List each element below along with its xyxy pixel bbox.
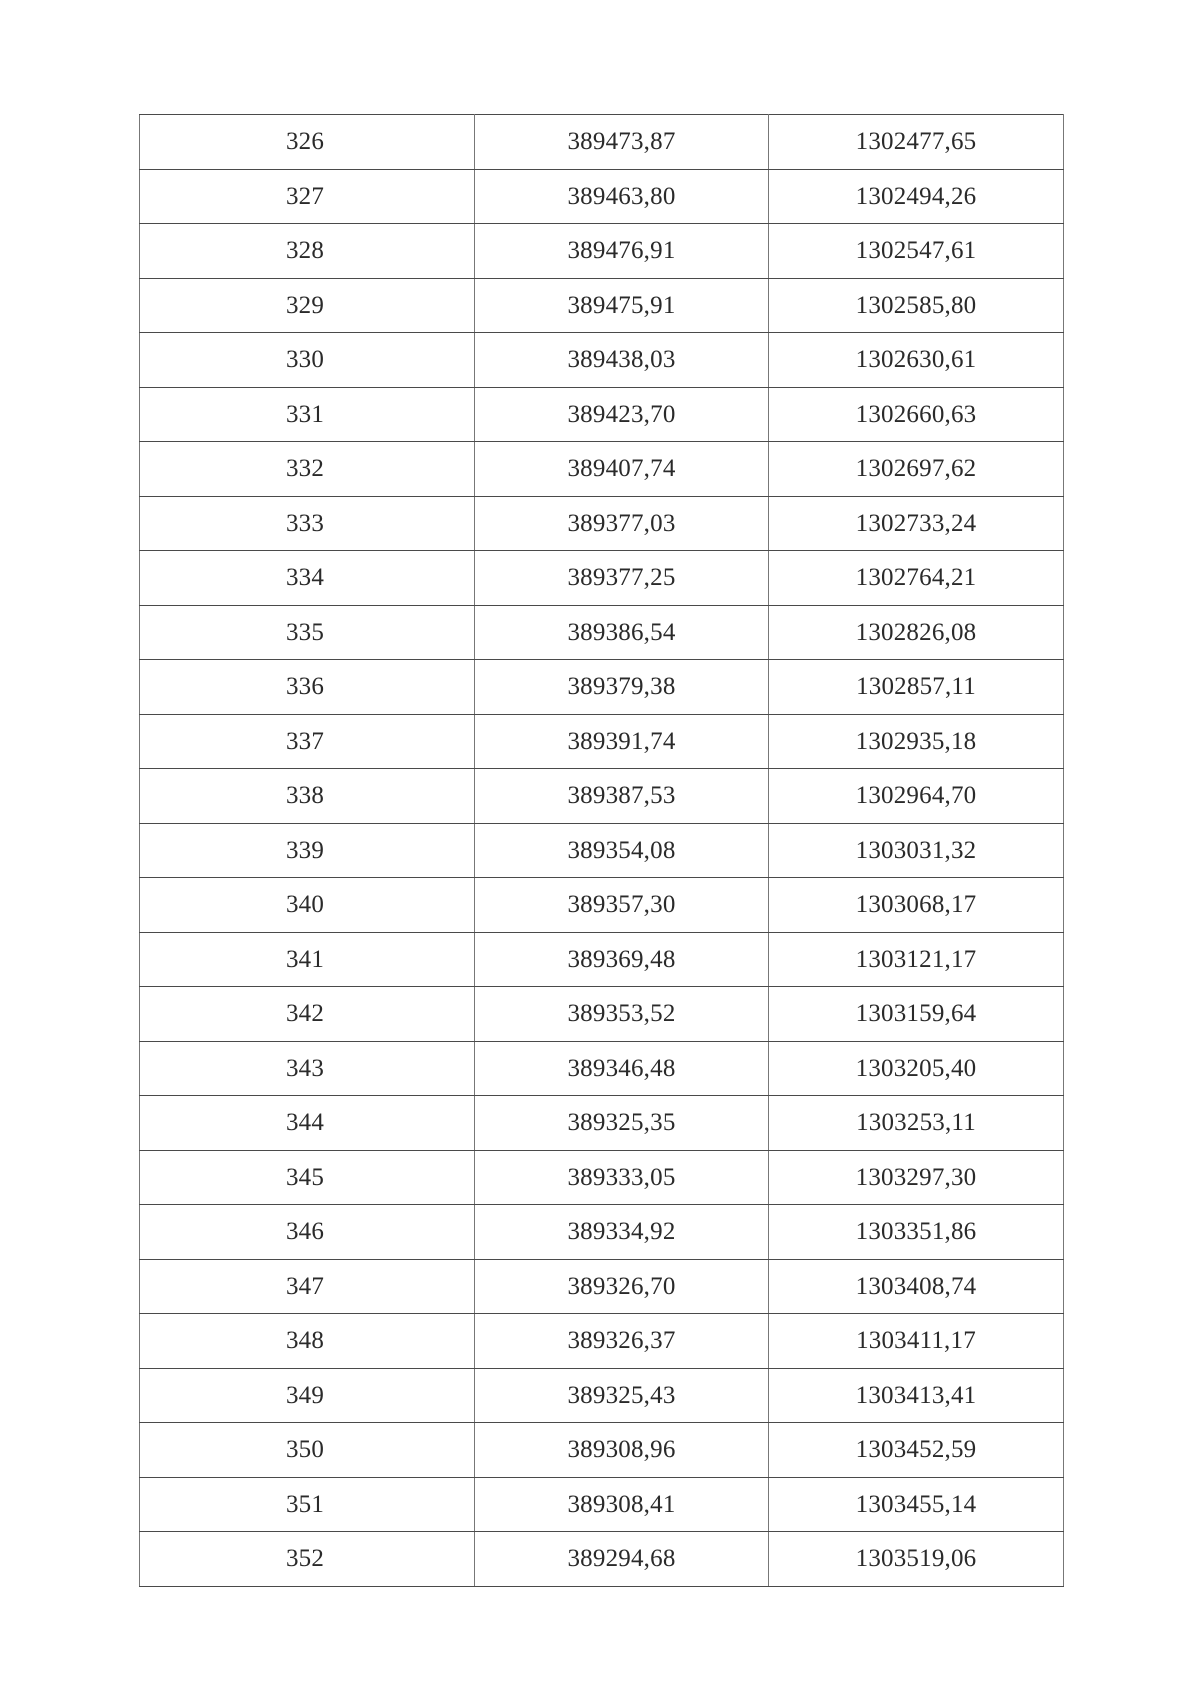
table-row bbox=[140, 1150, 1064, 1205]
table-row bbox=[140, 1259, 1064, 1314]
x-coordinate-cell: 389346,48 bbox=[475, 1041, 769, 1096]
x-coordinate-cell: 389463,80 bbox=[475, 169, 769, 224]
y-coordinate-cell: 1303452,59 bbox=[769, 1423, 1064, 1478]
point-number-cell: 327 bbox=[140, 169, 475, 224]
table-row bbox=[140, 442, 1064, 497]
table-row bbox=[140, 987, 1064, 1042]
x-coordinate-cell: 389326,70 bbox=[475, 1259, 769, 1314]
x-coordinate-cell: 389473,87 bbox=[475, 115, 769, 170]
x-coordinate-cell: 389476,91 bbox=[475, 224, 769, 279]
table-row bbox=[140, 660, 1064, 715]
y-coordinate-cell: 1302733,24 bbox=[769, 496, 1064, 551]
point-number-cell: 335 bbox=[140, 605, 475, 660]
y-coordinate-cell: 1302935,18 bbox=[769, 714, 1064, 769]
table-row bbox=[140, 714, 1064, 769]
coordinates-table bbox=[139, 114, 1064, 1587]
x-coordinate-cell: 389353,52 bbox=[475, 987, 769, 1042]
table-row bbox=[140, 387, 1064, 442]
table-row bbox=[140, 169, 1064, 224]
y-coordinate-cell: 1302826,08 bbox=[769, 605, 1064, 660]
x-coordinate-cell: 389325,43 bbox=[475, 1368, 769, 1423]
y-coordinate-cell: 1303411,17 bbox=[769, 1314, 1064, 1369]
x-coordinate-cell: 389377,25 bbox=[475, 551, 769, 606]
y-coordinate-cell: 1302547,61 bbox=[769, 224, 1064, 279]
table-row bbox=[140, 115, 1064, 170]
point-number-cell: 352 bbox=[140, 1532, 475, 1587]
x-coordinate-cell: 389387,53 bbox=[475, 769, 769, 824]
coordinates-table-body bbox=[140, 115, 1064, 1587]
point-number-cell: 349 bbox=[140, 1368, 475, 1423]
point-number-cell: 336 bbox=[140, 660, 475, 715]
table-row bbox=[140, 1205, 1064, 1260]
x-coordinate-cell: 389386,54 bbox=[475, 605, 769, 660]
y-coordinate-cell: 1303159,64 bbox=[769, 987, 1064, 1042]
x-coordinate-cell: 389438,03 bbox=[475, 333, 769, 388]
y-coordinate-cell: 1303031,32 bbox=[769, 823, 1064, 878]
y-coordinate-cell: 1302494,26 bbox=[769, 169, 1064, 224]
point-number-cell: 346 bbox=[140, 1205, 475, 1260]
point-number-cell: 350 bbox=[140, 1423, 475, 1478]
table-row bbox=[140, 333, 1064, 388]
table-row bbox=[140, 932, 1064, 987]
y-coordinate-cell: 1303205,40 bbox=[769, 1041, 1064, 1096]
y-coordinate-cell: 1302764,21 bbox=[769, 551, 1064, 606]
x-coordinate-cell: 389334,92 bbox=[475, 1205, 769, 1260]
x-coordinate-cell: 389379,38 bbox=[475, 660, 769, 715]
point-number-cell: 329 bbox=[140, 278, 475, 333]
y-coordinate-cell: 1303121,17 bbox=[769, 932, 1064, 987]
point-number-cell: 348 bbox=[140, 1314, 475, 1369]
x-coordinate-cell: 389369,48 bbox=[475, 932, 769, 987]
point-number-cell: 331 bbox=[140, 387, 475, 442]
y-coordinate-cell: 1302585,80 bbox=[769, 278, 1064, 333]
x-coordinate-cell: 389325,35 bbox=[475, 1096, 769, 1151]
x-coordinate-cell: 389333,05 bbox=[475, 1150, 769, 1205]
point-number-cell: 334 bbox=[140, 551, 475, 606]
y-coordinate-cell: 1303519,06 bbox=[769, 1532, 1064, 1587]
point-number-cell: 342 bbox=[140, 987, 475, 1042]
x-coordinate-cell: 389391,74 bbox=[475, 714, 769, 769]
table-row bbox=[140, 1532, 1064, 1587]
y-coordinate-cell: 1303455,14 bbox=[769, 1477, 1064, 1532]
point-number-cell: 347 bbox=[140, 1259, 475, 1314]
table-row bbox=[140, 1041, 1064, 1096]
point-number-cell: 326 bbox=[140, 115, 475, 170]
x-coordinate-cell: 389308,41 bbox=[475, 1477, 769, 1532]
x-coordinate-cell: 389423,70 bbox=[475, 387, 769, 442]
x-coordinate-cell: 389354,08 bbox=[475, 823, 769, 878]
table-row bbox=[140, 278, 1064, 333]
y-coordinate-cell: 1303413,41 bbox=[769, 1368, 1064, 1423]
point-number-cell: 344 bbox=[140, 1096, 475, 1151]
x-coordinate-cell: 389357,30 bbox=[475, 878, 769, 933]
point-number-cell: 339 bbox=[140, 823, 475, 878]
table-row bbox=[140, 1477, 1064, 1532]
table-row bbox=[140, 769, 1064, 824]
y-coordinate-cell: 1303297,30 bbox=[769, 1150, 1064, 1205]
table-row bbox=[140, 551, 1064, 606]
point-number-cell: 332 bbox=[140, 442, 475, 497]
y-coordinate-cell: 1302477,65 bbox=[769, 115, 1064, 170]
table-row bbox=[140, 1368, 1064, 1423]
x-coordinate-cell: 389475,91 bbox=[475, 278, 769, 333]
y-coordinate-cell: 1302964,70 bbox=[769, 769, 1064, 824]
point-number-cell: 343 bbox=[140, 1041, 475, 1096]
point-number-cell: 341 bbox=[140, 932, 475, 987]
point-number-cell: 337 bbox=[140, 714, 475, 769]
table-row bbox=[140, 878, 1064, 933]
x-coordinate-cell: 389407,74 bbox=[475, 442, 769, 497]
y-coordinate-cell: 1303068,17 bbox=[769, 878, 1064, 933]
table-row bbox=[140, 496, 1064, 551]
y-coordinate-cell: 1302660,63 bbox=[769, 387, 1064, 442]
point-number-cell: 345 bbox=[140, 1150, 475, 1205]
point-number-cell: 328 bbox=[140, 224, 475, 279]
table-row bbox=[140, 823, 1064, 878]
point-number-cell: 340 bbox=[140, 878, 475, 933]
x-coordinate-cell: 389326,37 bbox=[475, 1314, 769, 1369]
x-coordinate-cell: 389377,03 bbox=[475, 496, 769, 551]
point-number-cell: 333 bbox=[140, 496, 475, 551]
y-coordinate-cell: 1303253,11 bbox=[769, 1096, 1064, 1151]
table-row bbox=[140, 605, 1064, 660]
point-number-cell: 351 bbox=[140, 1477, 475, 1532]
y-coordinate-cell: 1302630,61 bbox=[769, 333, 1064, 388]
y-coordinate-cell: 1303408,74 bbox=[769, 1259, 1064, 1314]
x-coordinate-cell: 389308,96 bbox=[475, 1423, 769, 1478]
point-number-cell: 338 bbox=[140, 769, 475, 824]
table-row bbox=[140, 1423, 1064, 1478]
y-coordinate-cell: 1302857,11 bbox=[769, 660, 1064, 715]
y-coordinate-cell: 1302697,62 bbox=[769, 442, 1064, 497]
table-row bbox=[140, 1096, 1064, 1151]
x-coordinate-cell: 389294,68 bbox=[475, 1532, 769, 1587]
table-row bbox=[140, 224, 1064, 279]
table-row bbox=[140, 1314, 1064, 1369]
y-coordinate-cell: 1303351,86 bbox=[769, 1205, 1064, 1260]
point-number-cell: 330 bbox=[140, 333, 475, 388]
